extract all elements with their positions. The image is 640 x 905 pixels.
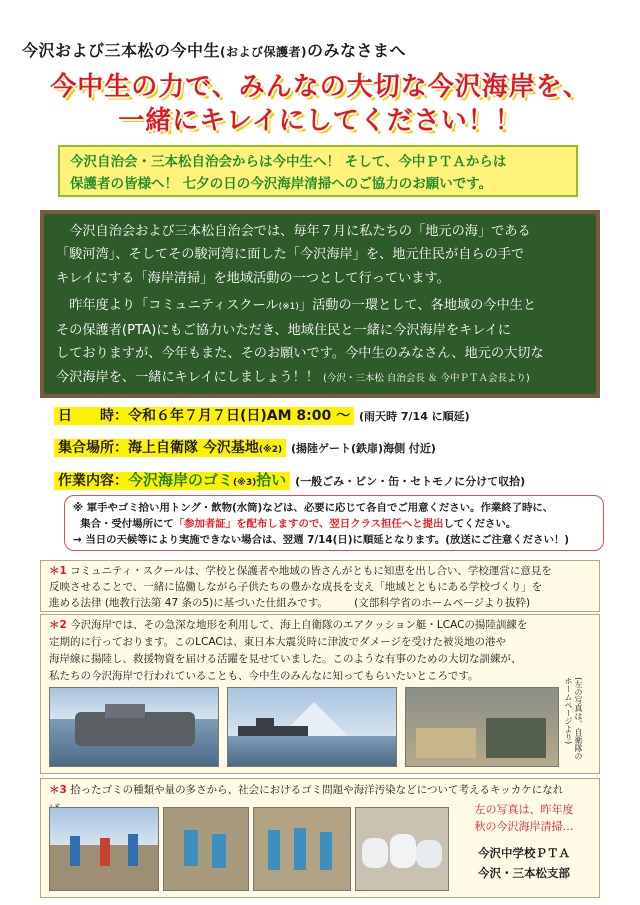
pta-credit [453, 843, 595, 883]
fn3-caption [453, 801, 595, 835]
intro-line-2: 保護者の皆様へ！ 七夕の日の今沢海岸清掃へのご協力のお願いです。 [70, 176, 493, 192]
footnote-2 [40, 614, 600, 774]
work-value: 今沢海岸のゴミ [128, 471, 234, 489]
board-para2-sup: (※1) [278, 301, 299, 312]
notice-line-1: ※ 軍手やゴミ拾い用トング・飲物(水筒)などは、必要に応じて各自でご用意ください。作業終了時に、 [73, 502, 554, 514]
board-para2-line1a: 昨年度より「コミュニティスクール [69, 297, 279, 313]
board-para2-line4-text: 今沢海岸を、一緒にキレイにしましょう！！ [56, 369, 319, 385]
work-highlight [54, 472, 290, 490]
footnote-3 [40, 778, 600, 898]
work-note: (一般ごみ・ビン・缶・セトモノに分けて収拾) [295, 475, 526, 488]
greeting-main: 今沢および三本松の今中生 [22, 41, 221, 60]
place-sup: (※2) [258, 445, 283, 455]
fn1-line-2: 反映させることで、一緒に協働しながら子供たちの豊かな成長を支え「地域とともにある学校づくり」を [49, 581, 543, 593]
notice-line-3: → 当日の天候等により実施できない場合は、翌週 7/14(日)に順延となります。(放送にご注意ください！) [73, 534, 569, 546]
lcac-landing-photo [49, 687, 219, 767]
cleanup-photo-1 [49, 807, 159, 891]
fn2-line-3: 海岸線に揚陸し、救援物資を届ける活躍を見せていました。このような有事のための大切な訓練が、 [49, 653, 522, 665]
headline-line-2: 一緒にキレイにしてください！！ [118, 106, 522, 136]
fn2-text-1: 今沢海岸では、その急深な地形を利用して、海上自衛隊のエアクッション艇・LCACの揚陸訓練を [70, 619, 528, 631]
ship-fuji-photo [227, 687, 397, 767]
intro-box [58, 145, 578, 197]
place-highlight [54, 439, 286, 457]
date-label: 日 時： [58, 408, 128, 424]
fn1-line-1 [49, 563, 591, 579]
fn1-text-1: コミュニティ・スクールは、学校と保護者や地域の皆さんがともに知恵を出し合い、学校運営に意見を [70, 565, 552, 577]
place-label: 集合場所： [58, 440, 128, 456]
chalkboard-message [40, 210, 600, 398]
notice-line-2 [73, 516, 595, 532]
fn3-text-1: 拾ったゴミの種類や量の多さから、社会におけるゴミ問題や海洋汚染などについて考えるキッカケになれ [70, 784, 564, 796]
fn1-line-3 [49, 595, 591, 611]
board-signature: (今沢・三本松 自治会長 ＆ 今中ＰＴＡ会長より) [323, 372, 530, 384]
headline-line-1: 今中生の力で、みんなの大切な今沢海岸を、 [50, 72, 590, 102]
schedule-date-row [54, 405, 470, 425]
fn2-line-4: 私たちの今沢海岸で行われていることも、今中生のみんなに知ってもらいたいところです。 [49, 670, 479, 682]
board-para1-line3: キレイにする「海岸清掃」を地域活動の一つとして行っています。 [56, 270, 450, 286]
work-sup: (※3) [233, 478, 257, 488]
greeting [22, 38, 622, 61]
board-para2-line1b: 」活動の一環として、各地域の今中生と [298, 297, 537, 313]
fn1-text-3: 進める法律 (地教行法第 47 条の5)に基づいた仕組みです。 [49, 597, 323, 609]
fn3-caption-1: 左の写真は、昨年度 [474, 803, 574, 816]
board-para2-line2: その保護者(PTA)にもご協力いただき、地域住民と一緒に今沢海岸をキレイに [56, 323, 511, 339]
intro-line-1: 今沢自治会・三本松自治会からは今中生へ！ そして、今中ＰＴＡからは [70, 154, 507, 170]
place-note: (揚陸ゲート(鉄扉)海側 付近) [291, 442, 436, 455]
pta-credit-line-1: 今沢中学校ＰＴＡ [478, 846, 570, 860]
board-para2-line3: しておりますが、今年もまた、そのお願いです。今中生のみなさん、地元の大切な [56, 346, 544, 362]
work-value2: 拾い [256, 471, 287, 489]
fn2-line-2: 定期的に行っております。このLCACは、東日本大震災時に津波でダメージを受けた被災地の港や [49, 636, 506, 648]
relief-supplies-photo [405, 687, 559, 767]
fn2-photo-caption: (左の写真は、自衛隊のホームページより) [564, 677, 583, 761]
fn2-mark: ＊2 [49, 619, 67, 631]
cleanup-photo-3 [253, 807, 351, 891]
date-note: (雨天時 7/14 に順延) [359, 410, 470, 423]
place-value: 海上自衛隊 今沢基地 [128, 440, 259, 456]
pta-credit-line-2: 今沢・三本松支部 [478, 866, 570, 880]
board-para1-line2: 「駿河湾」、そしてその駿河湾に面した「今沢海岸」を、地元住民が自らの手で [56, 247, 525, 263]
board-para2-line4 [56, 366, 584, 390]
schedule-place-row [54, 437, 436, 457]
garbage-bags-photo [355, 807, 449, 891]
greeting-small: (および保護者) [220, 45, 307, 59]
fn3-mark: ＊3 [49, 784, 67, 796]
date-value: 令和６年７月７日(日)AM 8:00 ～ [128, 408, 351, 424]
fn2-line-1 [49, 617, 591, 634]
fn1-mark: ＊1 [49, 565, 67, 577]
footnote-1 [40, 560, 600, 612]
notice-line-2-red: 「参加者証」を配布しますので、翌日クラス担任へと提出 [173, 518, 444, 530]
fn3-caption-2: 秋の今沢海岸清掃… [474, 820, 574, 833]
date-highlight [54, 407, 354, 425]
notice-box [64, 495, 604, 551]
notice-line-2a: 集合・受付場所にて [80, 518, 174, 530]
notice-line-2b: してください。 [443, 518, 517, 530]
schedule-work-row [54, 469, 525, 490]
board-para2-line1 [56, 294, 584, 319]
cleanup-photo-2 [163, 807, 249, 891]
board-para1-line1: 今沢自治会および三本松自治会では、毎年７月に私たちの「地元の海」である [69, 224, 531, 239]
work-label: 作業内容： [58, 473, 128, 489]
greeting-tail: のみなさまへ [307, 41, 407, 60]
fn1-source: (文部科学省のホームページより抜粋) [354, 597, 531, 609]
